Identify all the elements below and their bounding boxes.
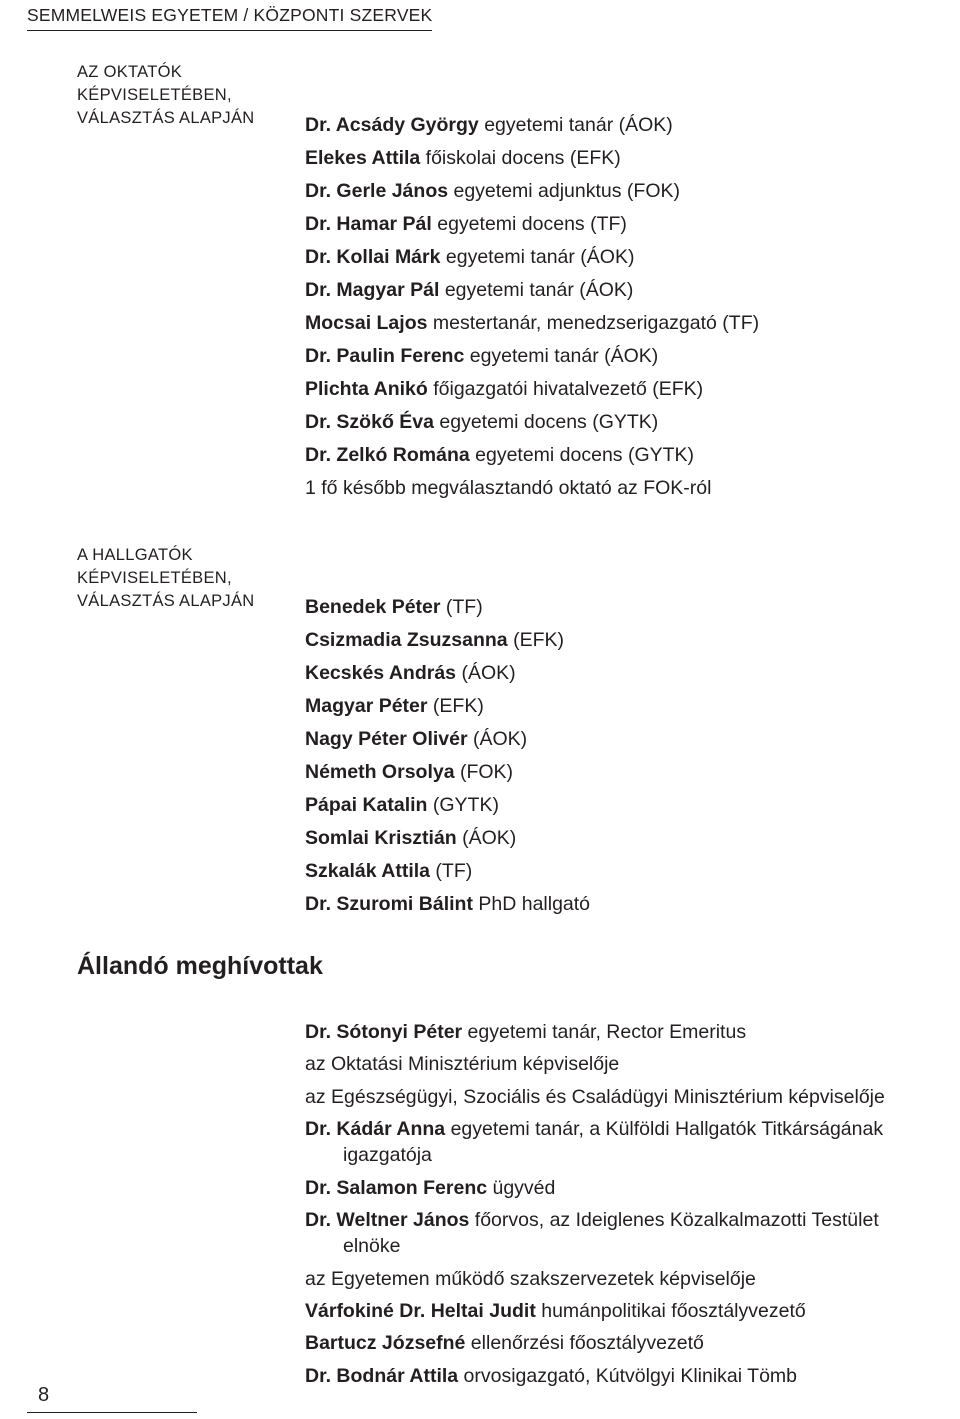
member-entry [305,1116,957,1169]
member-name: Dr. Hamar Pál [305,213,432,235]
member-entry [305,723,590,756]
member-role: főigazgatói hivatalvezető (EFK) [427,378,704,400]
member-entry [305,624,590,657]
member-name: Pápai Katalin [305,794,428,816]
label-line: A HALLGATÓK [77,546,193,564]
member-role: (TF) [440,596,483,618]
invited-member-list [305,1019,957,1395]
member-role: (GYTK) [427,794,499,816]
member-entry [305,1298,957,1325]
member-entry [305,789,590,822]
member-entry [305,406,759,439]
member-role: ellenőrzési főosztályvezető [465,1332,704,1355]
member-entry [305,1175,957,1202]
member-role: főorvos, az Ideiglenes Közalkalmazotti Testület [469,1208,879,1231]
member-entry [305,1207,957,1260]
member-entry [305,439,759,472]
member-name: Dr. Zelkó Romána [305,444,470,466]
member-role-continuation: elnöke [343,1235,401,1258]
member-name: Benedek Péter [305,596,441,618]
member-name: Dr. Salamon Ferenc [305,1176,488,1199]
member-role: az Egyetemen működő szakszervezetek képviselője [305,1267,756,1290]
member-name: Dr. Gerle János [305,180,449,202]
member-entry [305,690,590,723]
member-entry [305,142,759,175]
member-entry [305,109,759,142]
member-entry [305,340,759,373]
member-role: az Egészségügyi, Szociális és Családügyi Minisztérium képviselője [305,1085,885,1108]
member-name: Dr. Sótonyi Péter [305,1021,463,1043]
member-role: (TF) [430,860,473,882]
faculty-member-list [305,109,759,505]
member-role: humánpolitikai főosztályvezető [535,1300,806,1323]
member-name: Dr. Paulin Ferenc [305,345,465,367]
member-name: Somlai Krisztián [305,827,457,849]
member-role: (ÁOK) [456,662,516,684]
member-name: Várfokiné Dr. Heltai Judit [305,1300,536,1323]
member-role: egyetemi docens (TF) [431,213,627,235]
member-name: Dr. Bodnár Attila [305,1364,459,1387]
member-role: egyetemi tanár (ÁOK) [478,114,673,136]
member-name: Csizmadia Zsuzsanna [305,629,508,651]
member-role: (FOK) [454,761,514,783]
running-header: SEMMELWEIS EGYETEM / KÖZPONTI SZERVEK [27,5,432,31]
member-entry [305,1363,957,1390]
member-entry [305,1266,957,1293]
member-name: Nagy Péter Olivér [305,728,468,750]
page-number: 8 [38,1384,50,1406]
member-role: egyetemi tanár (ÁOK) [439,279,634,301]
member-name: Németh Orsolya [305,761,455,783]
member-role: PhD hallgató [472,893,591,915]
member-name: Dr. Szökő Éva [305,411,434,433]
member-entry [305,1084,957,1111]
member-entry [305,1051,957,1078]
member-role: ügyvéd [487,1176,556,1199]
label-line: KÉPVISELETÉBEN, [77,86,232,104]
member-entry [305,373,759,406]
member-entry [305,241,759,274]
member-name: Dr. Weltner János [305,1208,470,1231]
member-role: (ÁOK) [456,827,517,849]
label-line: KÉPVISELETÉBEN, [77,569,232,587]
member-name: Dr. Kádár Anna [305,1117,446,1140]
label-line: VÁLASZTÁS ALAPJÁN [77,109,255,127]
member-entry [305,591,590,624]
member-name: Elekes Attila [305,147,421,169]
member-role: az Oktatási Minisztérium képviselője [305,1053,620,1076]
member-entry [305,175,759,208]
member-entry [305,1330,957,1357]
member-entry [305,888,590,921]
member-name: Dr. Kollai Márk [305,246,441,268]
member-entry [305,1019,957,1046]
footer-rule [27,1412,197,1413]
member-name: Mocsai Lajos [305,312,428,334]
student-member-list [305,591,590,921]
member-name: Magyar Péter [305,695,428,717]
member-name: Dr. Szuromi Bálint [305,893,473,915]
member-entry [305,307,759,340]
member-entry [305,822,590,855]
member-entry [305,274,759,307]
member-name: Dr. Magyar Pál [305,279,440,301]
member-entry [305,472,759,505]
member-role: főiskolai docens (EFK) [420,147,621,169]
member-role: (ÁOK) [467,728,528,750]
member-role: egyetemi tanár, a Külföldi Hallgatók Titkárságának [445,1117,884,1140]
faculty-section-label [77,61,255,130]
member-role: egyetemi tanár (ÁOK) [464,345,659,367]
member-entry [305,657,590,690]
invited-heading: Állandó meghívottak [77,952,323,980]
member-role-continuation: igazgatója [343,1144,432,1167]
member-name: Kecskés András [305,662,457,684]
member-entry [305,756,590,789]
member-role: (EFK) [427,695,484,717]
member-name: Bartucz Józsefné [305,1332,466,1355]
member-role: 1 fő később megválasztandó oktató az FOK-ról [305,477,712,499]
member-role: mestertanár, menedzserigazgató (TF) [427,312,760,334]
label-line: AZ OKTATÓK [77,63,183,81]
student-section-label [77,544,255,613]
member-name: Dr. Acsády György [305,114,479,136]
member-role: egyetemi docens (GYTK) [469,444,695,466]
member-name: Plichta Anikó [305,378,428,400]
member-role: egyetemi docens (GYTK) [433,411,659,433]
member-entry [305,208,759,241]
member-role: egyetemi tanár (ÁOK) [440,246,635,268]
member-entry [305,855,590,888]
member-role: (EFK) [507,629,564,651]
member-name: Szkalák Attila [305,860,430,882]
member-role: orvosigazgató, Kútvölgyi Klinikai Tömb [458,1364,798,1387]
member-role: egyetemi tanár, Rector Emeritus [462,1021,747,1043]
label-line: VÁLASZTÁS ALAPJÁN [77,592,255,610]
member-role: egyetemi adjunktus (FOK) [448,180,681,202]
